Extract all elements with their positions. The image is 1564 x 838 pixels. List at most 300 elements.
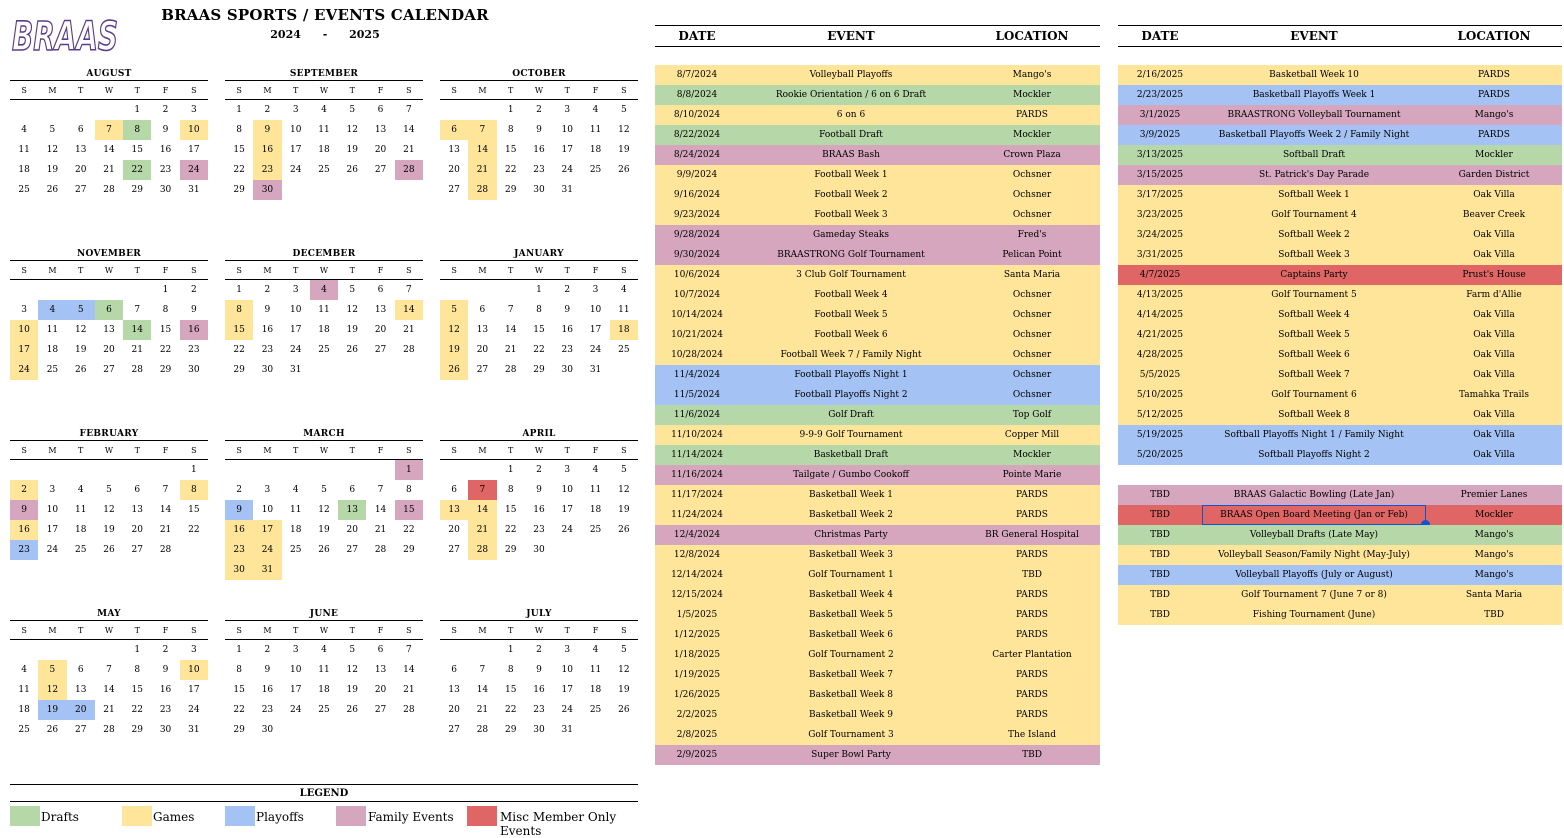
event-date: 8/24/2024 bbox=[673, 150, 721, 160]
event-location: Mango's bbox=[1474, 570, 1514, 580]
day-cell: 19 bbox=[318, 525, 330, 535]
month-august bbox=[10, 68, 208, 200]
day-cell: 11 bbox=[318, 305, 330, 315]
day-cell: 12 bbox=[618, 125, 630, 135]
empty-day bbox=[282, 560, 310, 580]
event-name: Basketball Playoffs Week 1 bbox=[1252, 90, 1376, 100]
day-cell: 19 bbox=[346, 325, 358, 335]
day-cell: 20 bbox=[374, 685, 387, 695]
empty-day bbox=[440, 460, 468, 481]
event-date: 2/2/2025 bbox=[676, 710, 718, 720]
day-cell: 8 bbox=[536, 305, 542, 315]
event-date: 3/17/2025 bbox=[1136, 190, 1184, 200]
weekday-header: M bbox=[468, 81, 496, 100]
day-cell: 26 bbox=[618, 165, 630, 175]
location-column-header: LOCATION bbox=[1457, 29, 1531, 43]
day-cell: 6 bbox=[77, 665, 84, 675]
day-cell: 24 bbox=[188, 705, 200, 715]
event-date: 11/6/2024 bbox=[673, 410, 721, 420]
weekday-header: W bbox=[310, 621, 338, 640]
event-row[interactable] bbox=[655, 745, 1100, 765]
day-cell: 11 bbox=[589, 665, 602, 675]
event-location: Oak Villa bbox=[1473, 410, 1515, 420]
empty-day bbox=[38, 280, 66, 301]
event-date: 1/26/2025 bbox=[673, 690, 721, 700]
day-cell: 29 bbox=[159, 365, 172, 375]
event-row[interactable] bbox=[655, 505, 1100, 525]
event-row[interactable] bbox=[655, 165, 1100, 185]
event-location: Oak Villa bbox=[1473, 370, 1515, 380]
day-cell: 18 bbox=[318, 325, 330, 335]
day-cell: 8 bbox=[405, 485, 412, 495]
day-cell: 11 bbox=[618, 305, 630, 315]
day-cell: 29 bbox=[131, 725, 143, 735]
day-cell: 26 bbox=[74, 365, 87, 375]
empty-day bbox=[123, 280, 151, 301]
event-row[interactable] bbox=[1118, 265, 1562, 285]
event-date: 3/13/2025 bbox=[1136, 150, 1184, 160]
event-row[interactable] bbox=[655, 145, 1100, 165]
day-cell: 7 bbox=[468, 480, 496, 500]
day-cell: 8 bbox=[162, 305, 169, 315]
event-name: Golf Tournament 1 bbox=[808, 570, 894, 580]
event-name: Softball Week 7 bbox=[1278, 370, 1350, 380]
event-row[interactable] bbox=[655, 325, 1100, 345]
weekday-header: S bbox=[10, 441, 38, 460]
event-row[interactable] bbox=[655, 85, 1100, 105]
day-cell: 17 bbox=[561, 145, 573, 155]
day-cell: 26 bbox=[346, 345, 358, 355]
day-cell: 30 bbox=[533, 725, 545, 735]
day-cell: 28 bbox=[476, 725, 489, 735]
event-row[interactable] bbox=[1118, 445, 1562, 465]
event-row[interactable] bbox=[1118, 285, 1562, 305]
event-row[interactable] bbox=[655, 365, 1100, 385]
day-cell: 9 bbox=[536, 125, 542, 135]
event-row[interactable] bbox=[655, 485, 1100, 505]
event-row[interactable] bbox=[655, 185, 1100, 205]
day-cell: 8 bbox=[180, 480, 208, 500]
day-cell: 20 bbox=[448, 705, 460, 715]
day-cell: 3 bbox=[564, 465, 571, 475]
empty-day bbox=[338, 180, 366, 200]
event-name: Softball Week 5 bbox=[1278, 330, 1350, 340]
event-row[interactable] bbox=[1118, 185, 1562, 205]
event-location: BR General Hospital bbox=[985, 530, 1079, 540]
event-location: Tamahka Trails bbox=[1458, 390, 1530, 400]
event-row[interactable] bbox=[1118, 65, 1562, 85]
event-row[interactable] bbox=[1118, 325, 1562, 345]
weekday-header: F bbox=[151, 621, 179, 640]
day-cell: 19 bbox=[346, 685, 358, 695]
day-cell: 14 bbox=[476, 685, 489, 695]
day-cell: 1 bbox=[507, 645, 514, 655]
weekday-header: T bbox=[338, 621, 366, 640]
event-row[interactable] bbox=[655, 685, 1100, 705]
day-cell: 11 bbox=[289, 505, 302, 515]
page-title: BRAAS SPORTS / EVENTS CALENDAR bbox=[161, 6, 489, 24]
event-row[interactable] bbox=[655, 245, 1100, 265]
event-name: Volleyball Playoffs (July or August) bbox=[1235, 570, 1393, 580]
event-row[interactable] bbox=[655, 525, 1100, 545]
month-name: JUNE bbox=[225, 608, 423, 621]
event-name: Basketball Week 6 bbox=[809, 630, 893, 640]
event-location: PARDS bbox=[1016, 670, 1048, 680]
event-row[interactable] bbox=[655, 285, 1100, 305]
day-cell: 7 bbox=[95, 120, 123, 140]
month-january bbox=[440, 248, 638, 380]
event-row[interactable] bbox=[655, 725, 1100, 745]
event-date: 4/13/2025 bbox=[1136, 290, 1184, 300]
event-row[interactable] bbox=[1118, 545, 1562, 565]
event-name: Super Bowl Party bbox=[811, 750, 891, 760]
event-row[interactable] bbox=[1118, 605, 1562, 625]
weekday-header: M bbox=[38, 441, 66, 460]
day-cell: 1 bbox=[134, 645, 141, 655]
day-cell: 6 bbox=[479, 305, 486, 315]
month-name: NOVEMBER bbox=[10, 248, 208, 261]
day-cell: 14 bbox=[395, 300, 423, 320]
event-row[interactable] bbox=[1118, 105, 1562, 125]
day-cell: 2 bbox=[536, 645, 542, 655]
empty-day bbox=[395, 560, 423, 580]
event-location: Ochsner bbox=[1012, 390, 1052, 400]
event-location: Mockler bbox=[1013, 130, 1051, 140]
weekday-header: T bbox=[338, 261, 366, 280]
event-date: 9/16/2024 bbox=[673, 190, 721, 200]
day-cell: 19 bbox=[38, 700, 66, 720]
day-cell: 2 bbox=[264, 645, 271, 655]
month-july bbox=[440, 608, 638, 740]
table-header bbox=[1118, 25, 1562, 47]
day-cell: 15 bbox=[233, 145, 245, 155]
day-cell: 20 bbox=[374, 145, 387, 155]
event-row[interactable] bbox=[1118, 525, 1562, 545]
day-cell: 5 bbox=[106, 485, 112, 495]
month-name: SEPTEMBER bbox=[225, 68, 423, 81]
empty-day bbox=[468, 640, 496, 661]
event-name: Softball Playoffs Night 2 bbox=[1258, 450, 1370, 460]
event-row[interactable] bbox=[655, 105, 1100, 125]
day-cell: 8 bbox=[236, 665, 242, 675]
day-cell: 8 bbox=[134, 665, 141, 675]
day-cell: 27 bbox=[374, 165, 387, 175]
day-cell: 8 bbox=[236, 125, 242, 135]
weekday-header: W bbox=[95, 81, 123, 100]
day-cell: 7 bbox=[468, 120, 496, 140]
day-cell: 18 bbox=[46, 345, 59, 355]
day-cell: 30 bbox=[159, 725, 172, 735]
day-cell: 12 bbox=[103, 505, 115, 515]
event-date: 3/9/2025 bbox=[1139, 130, 1181, 140]
event-row[interactable] bbox=[1118, 425, 1562, 445]
event-location: Mockler bbox=[1475, 510, 1513, 520]
event-row[interactable] bbox=[655, 705, 1100, 725]
event-date: 5/10/2025 bbox=[1136, 390, 1184, 400]
event-date: 4/7/2025 bbox=[1139, 270, 1181, 280]
empty-day bbox=[610, 720, 638, 740]
day-cell: 3 bbox=[264, 485, 271, 495]
selected-cell[interactable]: BRAAS Open Board Meeting (Jan or Feb) bbox=[1202, 505, 1426, 525]
day-cell: 27 bbox=[103, 365, 115, 375]
day-cell: 27 bbox=[448, 725, 460, 735]
event-row[interactable] bbox=[1118, 585, 1562, 605]
event-row[interactable] bbox=[655, 225, 1100, 245]
event-name: Basketball Week 5 bbox=[809, 610, 893, 620]
day-cell: 17 bbox=[46, 525, 59, 535]
day-cell: 15 bbox=[131, 685, 143, 695]
day-cell: 11 bbox=[318, 125, 330, 135]
weekday-header: F bbox=[151, 81, 179, 100]
event-row[interactable] bbox=[1118, 225, 1562, 245]
event-date: 12/8/2024 bbox=[673, 550, 721, 560]
day-cell: 6 bbox=[134, 485, 141, 495]
event-row[interactable] bbox=[1118, 245, 1562, 265]
day-cell: 16 bbox=[180, 320, 208, 340]
empty-day bbox=[581, 540, 609, 560]
event-column-header: EVENT bbox=[1290, 29, 1338, 43]
event-row[interactable] bbox=[1118, 485, 1562, 505]
day-cell: 30 bbox=[533, 185, 545, 195]
day-cell: 4 bbox=[310, 280, 338, 301]
event-row[interactable] bbox=[655, 665, 1100, 685]
day-cell: 1 bbox=[236, 285, 242, 295]
day-cell: 28 bbox=[468, 180, 496, 200]
event-row[interactable] bbox=[655, 125, 1100, 145]
event-row[interactable] bbox=[1118, 385, 1562, 405]
event-name: Golf Tournament 6 bbox=[1271, 390, 1357, 400]
day-cell: 26 bbox=[318, 545, 330, 555]
event-row[interactable] bbox=[1118, 85, 1562, 105]
event-row[interactable] bbox=[1118, 125, 1562, 145]
weekday-header: W bbox=[525, 441, 553, 460]
weekday-header: T bbox=[67, 261, 95, 280]
weekday-header: T bbox=[282, 261, 310, 280]
event-row[interactable] bbox=[655, 305, 1100, 325]
day-cell: 21 bbox=[468, 520, 496, 540]
event-row[interactable] bbox=[655, 645, 1100, 665]
event-date: TBD bbox=[1150, 490, 1170, 500]
event-row[interactable] bbox=[655, 425, 1100, 445]
event-location: Crown Plaza bbox=[1003, 150, 1061, 160]
weekday-header: W bbox=[525, 81, 553, 100]
day-cell: 21 bbox=[403, 325, 415, 335]
event-location: Pointe Marie bbox=[1002, 470, 1062, 480]
event-row[interactable] bbox=[655, 565, 1100, 585]
event-date: 3/31/2025 bbox=[1136, 250, 1184, 260]
day-cell: 18 bbox=[318, 685, 330, 695]
weekday-header: S bbox=[440, 261, 468, 280]
event-name: Golf Tournament 7 (June 7 or 8) bbox=[1241, 590, 1387, 600]
empty-day bbox=[395, 180, 423, 200]
weekday-header: F bbox=[366, 261, 394, 280]
empty-day bbox=[38, 460, 66, 481]
day-cell: 24 bbox=[289, 345, 302, 355]
weekday-header: T bbox=[338, 441, 366, 460]
day-cell: 14 bbox=[159, 505, 172, 515]
day-cell: 22 bbox=[159, 345, 172, 355]
day-cell: 6 bbox=[377, 645, 384, 655]
weekday-header: W bbox=[525, 621, 553, 640]
day-cell: 15 bbox=[533, 325, 545, 335]
event-row[interactable] bbox=[655, 205, 1100, 225]
event-date: 2/23/2025 bbox=[1136, 90, 1184, 100]
event-date: 10/28/2024 bbox=[671, 350, 723, 360]
day-cell: 25 bbox=[589, 165, 602, 175]
weekday-header: T bbox=[282, 81, 310, 100]
day-cell: 8 bbox=[225, 300, 253, 320]
empty-day bbox=[310, 180, 338, 200]
weekday-header: T bbox=[67, 81, 95, 100]
event-row[interactable] bbox=[655, 465, 1100, 485]
month-february bbox=[10, 428, 208, 560]
event-row[interactable] bbox=[1118, 205, 1562, 225]
weekday-header: M bbox=[253, 261, 281, 280]
day-cell: 9 bbox=[564, 305, 571, 315]
empty-day bbox=[38, 640, 66, 661]
day-cell: 25 bbox=[318, 705, 330, 715]
day-cell: 16 bbox=[533, 145, 545, 155]
event-date: 8/7/2024 bbox=[676, 70, 718, 80]
day-cell: 9 bbox=[10, 500, 38, 520]
event-location: Premier Lanes bbox=[1460, 490, 1528, 500]
day-cell: 18 bbox=[589, 145, 602, 155]
day-cell: 14 bbox=[403, 125, 415, 135]
day-cell: 13 bbox=[440, 500, 468, 520]
day-cell: 31 bbox=[561, 185, 573, 195]
event-location: TBD bbox=[1022, 750, 1042, 760]
day-cell: 6 bbox=[95, 300, 123, 320]
day-cell: 27 bbox=[476, 365, 489, 375]
day-cell: 26 bbox=[46, 185, 59, 195]
event-row[interactable] bbox=[1118, 145, 1562, 165]
day-cell: 18 bbox=[318, 145, 330, 155]
day-cell: 29 bbox=[233, 725, 245, 735]
table-header bbox=[655, 25, 1100, 47]
event-name: Golf Tournament 3 bbox=[808, 730, 894, 740]
event-row[interactable] bbox=[1118, 365, 1562, 385]
day-cell: 17 bbox=[289, 685, 302, 695]
weekday-header: S bbox=[395, 81, 423, 100]
day-cell: 24 bbox=[589, 345, 602, 355]
day-cell: 9 bbox=[225, 500, 253, 520]
day-cell: 29 bbox=[233, 365, 245, 375]
weekday-header: M bbox=[468, 261, 496, 280]
event-row[interactable] bbox=[655, 625, 1100, 645]
day-cell: 18 bbox=[589, 505, 602, 515]
event-row[interactable] bbox=[655, 585, 1100, 605]
day-cell: 8 bbox=[507, 665, 514, 675]
day-cell: 24 bbox=[10, 360, 38, 380]
event-date: 12/15/2024 bbox=[671, 590, 723, 600]
event-location: Fred's bbox=[1017, 230, 1047, 240]
month-name: DECEMBER bbox=[225, 248, 423, 261]
day-cell: 3 bbox=[190, 105, 197, 115]
weekday-header: T bbox=[553, 441, 581, 460]
day-cell: 15 bbox=[131, 145, 143, 155]
event-row[interactable] bbox=[1118, 345, 1562, 365]
empty-day bbox=[468, 280, 496, 301]
day-cell: 6 bbox=[440, 120, 468, 140]
empty-day bbox=[282, 720, 310, 740]
weekday-header: W bbox=[310, 441, 338, 460]
empty-day bbox=[95, 640, 123, 661]
weekday-header: W bbox=[525, 261, 553, 280]
event-row[interactable] bbox=[655, 345, 1100, 365]
day-cell: 24 bbox=[561, 705, 573, 715]
event-row[interactable] bbox=[655, 405, 1100, 425]
event-date: 10/21/2024 bbox=[671, 330, 723, 340]
event-row[interactable] bbox=[655, 605, 1100, 625]
event-row[interactable] bbox=[655, 65, 1100, 85]
event-name: Softball Draft bbox=[1282, 150, 1346, 160]
weekday-header: S bbox=[225, 81, 253, 100]
empty-day bbox=[581, 720, 609, 740]
event-row[interactable] bbox=[1118, 405, 1562, 425]
day-cell: 17 bbox=[253, 520, 281, 540]
day-cell: 26 bbox=[440, 360, 468, 380]
event-row[interactable] bbox=[655, 265, 1100, 285]
legend-label: Games bbox=[153, 810, 195, 824]
day-cell: 1 bbox=[134, 105, 141, 115]
event-row[interactable] bbox=[1118, 565, 1562, 585]
event-row[interactable] bbox=[655, 545, 1100, 565]
weekday-header: F bbox=[581, 261, 609, 280]
day-cell: 6 bbox=[349, 485, 356, 495]
event-name: Football Week 7 / Family Night bbox=[780, 350, 922, 360]
event-location: Ochsner bbox=[1012, 370, 1052, 380]
weekday-header: M bbox=[253, 621, 281, 640]
event-location: Oak Villa bbox=[1473, 230, 1515, 240]
weekday-header: T bbox=[497, 441, 525, 460]
event-date: 3/15/2025 bbox=[1136, 170, 1184, 180]
event-location: Copper Mill bbox=[1004, 430, 1060, 440]
event-row[interactable] bbox=[655, 445, 1100, 465]
event-row[interactable] bbox=[1118, 505, 1562, 525]
event-location: Oak Villa bbox=[1473, 250, 1515, 260]
day-cell: 31 bbox=[188, 725, 200, 735]
legend-swatch-family bbox=[336, 806, 366, 826]
day-cell: 15 bbox=[395, 500, 423, 520]
empty-day bbox=[10, 100, 38, 121]
day-cell: 1 bbox=[190, 465, 197, 475]
event-name: Softball Week 4 bbox=[1278, 310, 1350, 320]
event-row[interactable] bbox=[1118, 165, 1562, 185]
day-cell: 15 bbox=[225, 320, 253, 340]
event-row[interactable] bbox=[1118, 305, 1562, 325]
day-cell: 24 bbox=[561, 525, 573, 535]
weekday-header: S bbox=[440, 81, 468, 100]
event-date: 11/10/2024 bbox=[671, 430, 723, 440]
day-cell: 23 bbox=[159, 705, 172, 715]
day-cell: 17 bbox=[289, 145, 302, 155]
weekday-header: M bbox=[38, 621, 66, 640]
event-location: Prust's House bbox=[1462, 270, 1526, 280]
event-name: Football Playoffs Night 1 bbox=[794, 370, 908, 380]
empty-day bbox=[497, 280, 525, 301]
event-date: 5/12/2025 bbox=[1136, 410, 1184, 420]
day-cell: 30 bbox=[188, 365, 200, 375]
events-table-left bbox=[655, 25, 1100, 765]
weekday-header: F bbox=[581, 81, 609, 100]
legend bbox=[10, 784, 638, 838]
day-cell: 10 bbox=[180, 660, 208, 680]
weekday-header: W bbox=[310, 81, 338, 100]
day-cell: 14 bbox=[403, 665, 415, 675]
month-name: AUGUST bbox=[10, 68, 208, 81]
event-row[interactable] bbox=[655, 385, 1100, 405]
day-cell: 28 bbox=[159, 545, 172, 555]
